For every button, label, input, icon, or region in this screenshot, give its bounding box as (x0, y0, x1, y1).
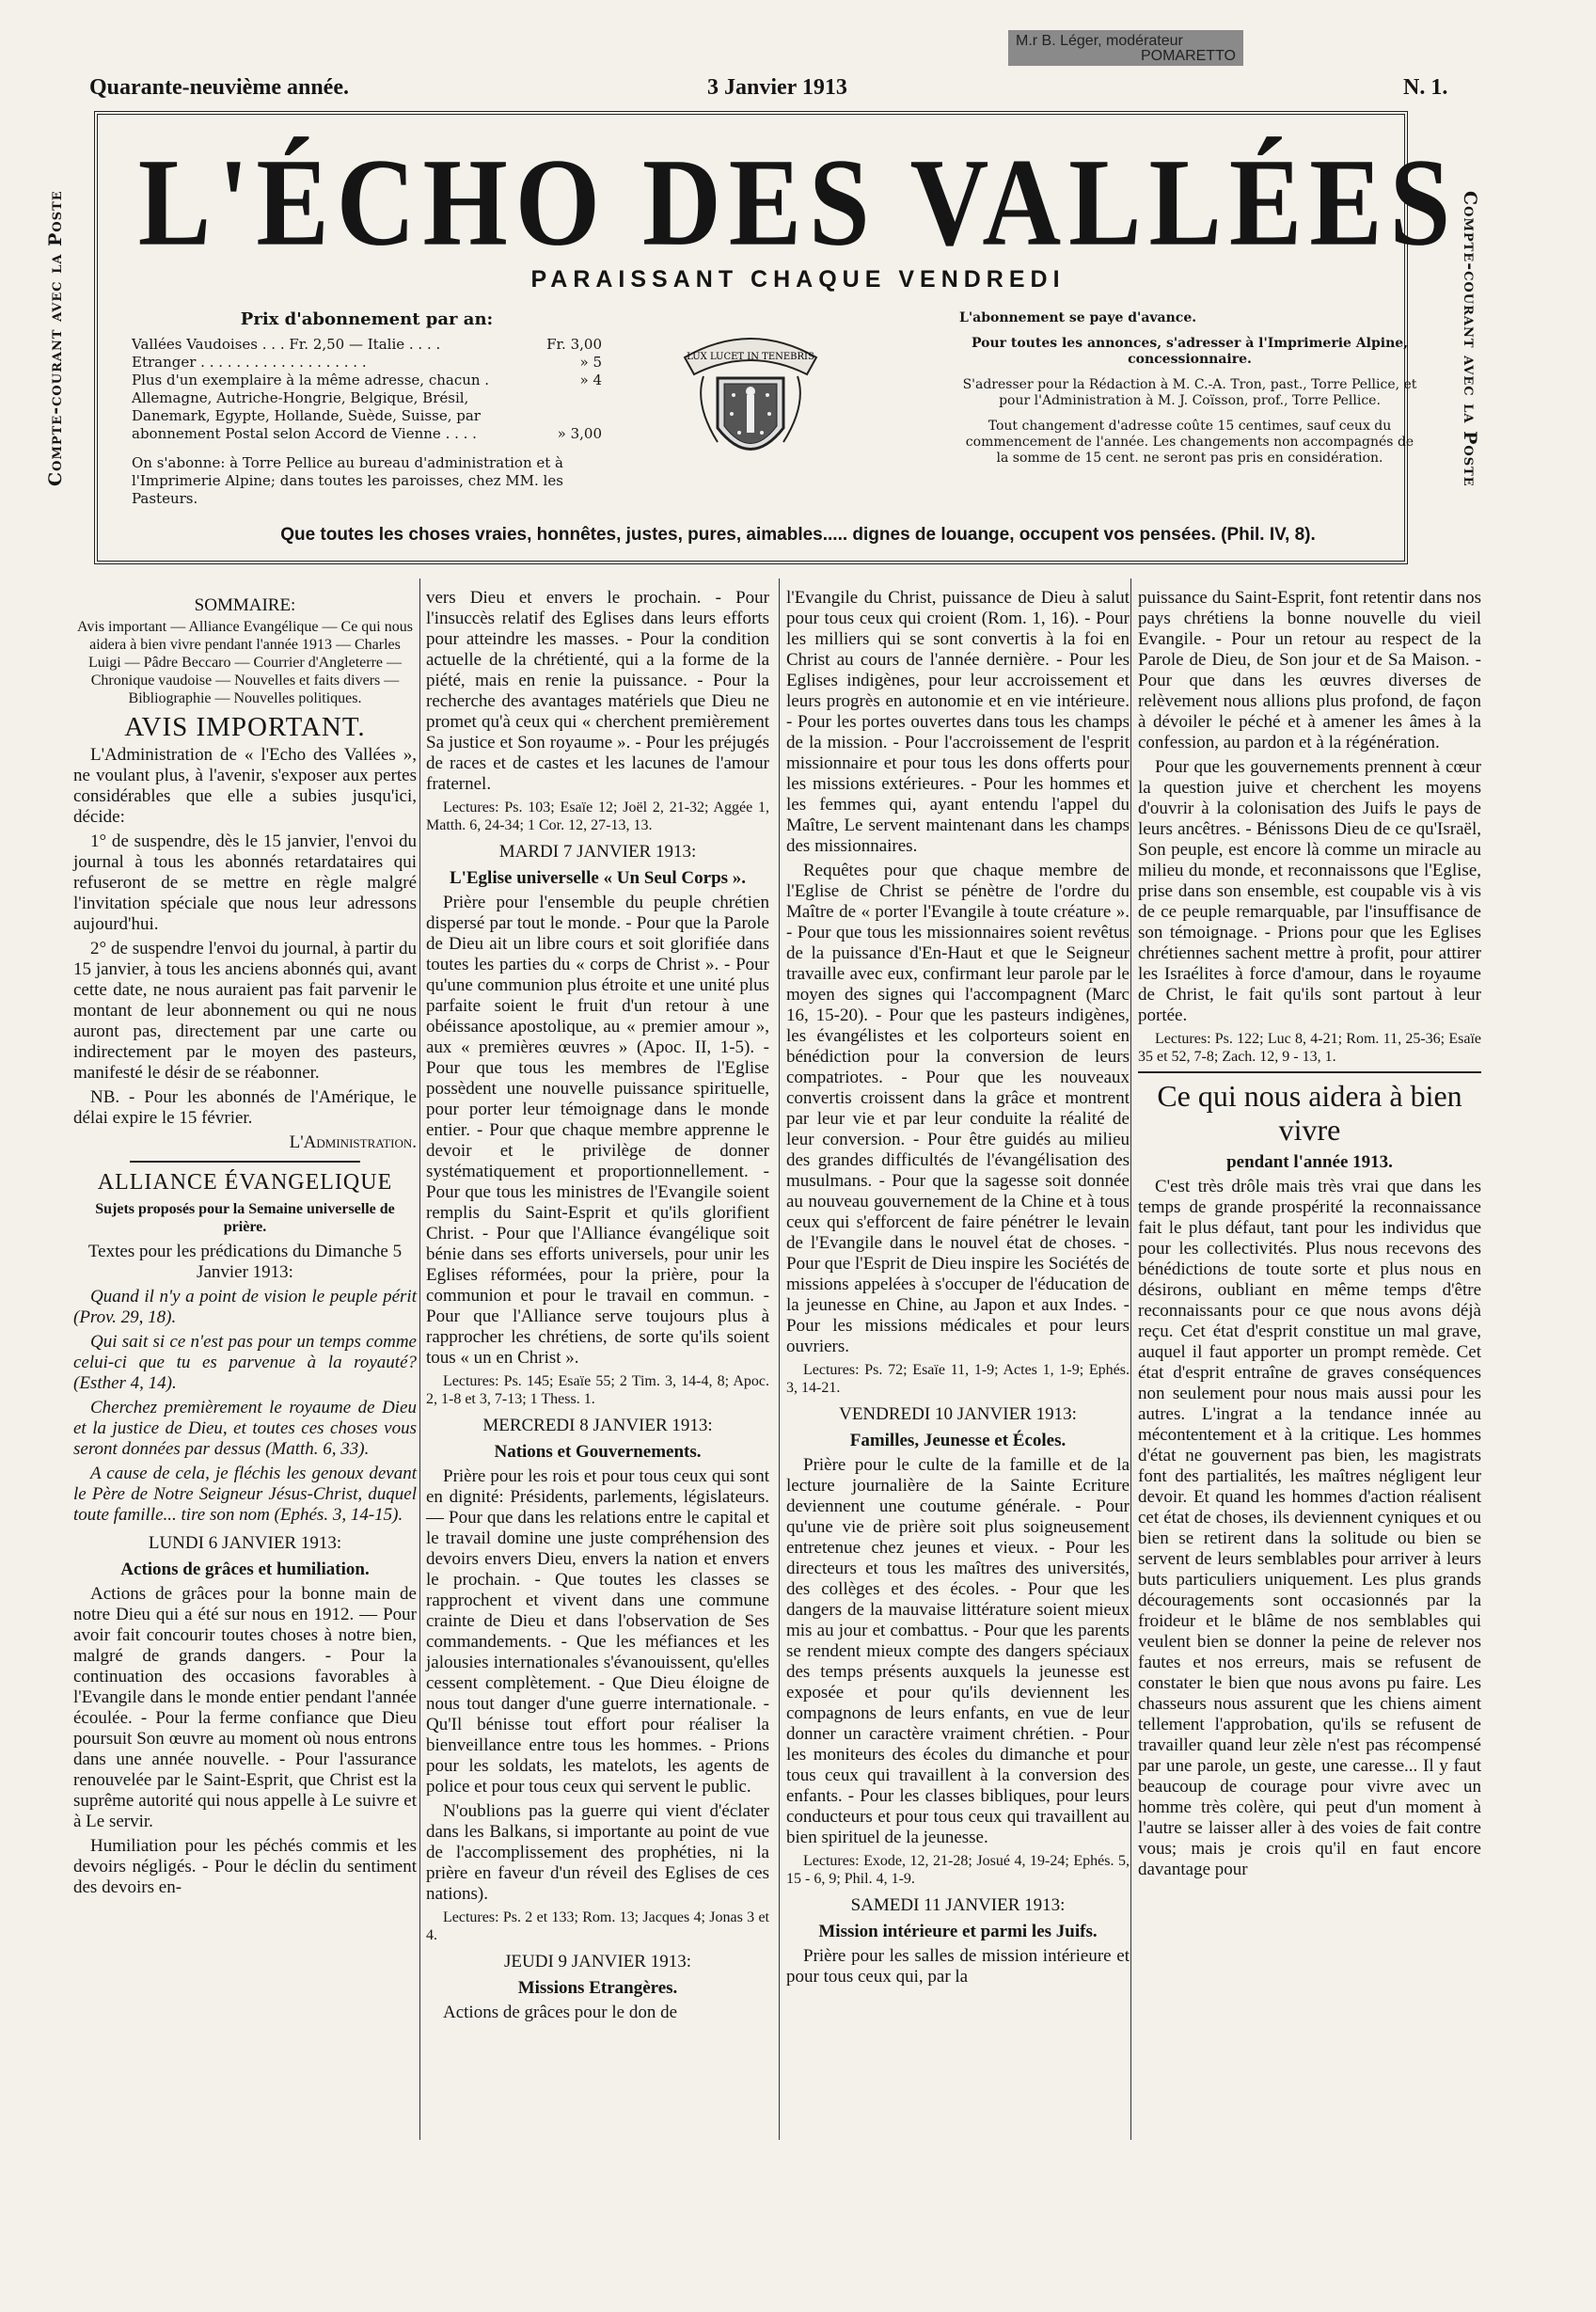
lectures: Lectures: Ps. 2 et 133; Rom. 13; Jacques 4; Jonas 3 et 4. (426, 1909, 769, 1943)
newspaper-motto: Que toutes les choses vraies, honnêtes, justes, pures, aimables..... dignes de louange, occupent vos pensées. (Phil. IV, 8). (280, 525, 1316, 545)
info-line: S'adresser pour la Rédaction à M. C.-A. Tron, past., Torre Pellice, et pour l'Administration à M. J. Coïsson, prof., Torre Pellice. (962, 377, 1417, 408)
lectures: Lectures: Exode, 12, 21-28; Josué 4, 19-24; Ephés. 5, 15 - 6, 9; Phil. 4, 1-9. (786, 1853, 1130, 1887)
lectures: Lectures: Ps. 145; Esaïe 55; 2 Tim. 3, 14-4, 8; Apoc. 2, 1-8 et 3, 7-13; 1 Thess. 1. (426, 1373, 769, 1407)
price-row: Plus d'un exemplaire à la même adresse, chacun . » 4 (132, 372, 602, 388)
stamp-line-1: M.r B. Léger, modérateur (1016, 33, 1183, 49)
column-4 (1138, 588, 1481, 1884)
section-heading: JEUDI 9 JANVIER 1913: (504, 1952, 691, 1972)
section-subheading: Actions de grâces et humiliation. (120, 1560, 370, 1579)
sommaire-heading: SOMMAIRE: (194, 595, 296, 615)
paragraph: vers Dieu et envers le prochain. - Pour l'insuccès relatif des Eglises dans leurs efforts pour atteindre les masses. - Pour la condition actuelle de la chrétienté, qui a la forme de la piété, mais en renie la puissance. - Pour la recherche des avantages matériels que Dieu ne promet qu'à ceux qui « cherchent premièrement Sa justice et Son royaume ». - Pour les préjugés de races et de castes et les lacunes de l'amour fraternel. (426, 588, 769, 794)
paragraph: NB. - Pour les abonnés de l'Amérique, le délai expire le 15 février. (73, 1087, 417, 1128)
lectures: Lectures: Ps. 122; Luc 8, 4-21; Rom. 11, 25-36; Esaïe 35 et 52, 7-8; Zach. 12, 9 - 13, 1. (1138, 1031, 1481, 1065)
column-divider (779, 578, 780, 2140)
paragraph: l'Evangile du Christ, puissance de Dieu à salut pour tous ceux qui croient (Rom. 1, 16). - Pour les milliers qui se sont convertis à la foi en Christ au cours de l'année dernière. - Pour les Eglises indigènes, pour leur accroissement et leurs progrès en autonomie et en vie intérieure. - Pour les portes ouvertes dans tous les champs de la mission. - Pour l'accroissement de l'esprit missionnaire et pour tous les dons offerts pour les missions extérieures. - Pour les hommes et les femmes qui, ayant entendu l'appel du Maître, Le servent maintenant dans les champs des missionnaires. (786, 588, 1130, 856)
subscription-info (959, 310, 1420, 476)
info-line: L'abonnement se paye d'avance. (959, 310, 1197, 325)
column-1 (73, 588, 417, 1902)
textes-heading: Textes pour les prédications du Dimanche 5 Janvier 1913: (87, 1242, 403, 1282)
paragraph: Quand il n'y a point de vision le peuple périt (Prov. 29, 18). (73, 1287, 417, 1327)
prices-note: On s'abonne: à Torre Pellice au bureau d'administration et à l'Imprimerie Alpine; dans toutes les paroisses, chez MM. les Pasteurs. (132, 454, 563, 507)
issue-date: 3 Janvier 1913 (707, 75, 847, 100)
section-heading: LUNDI 6 JANVIER 1913: (148, 1533, 342, 1553)
divider (130, 1161, 360, 1163)
column-2 (426, 588, 769, 2027)
paragraph: N'oublions pas la guerre qui vient d'éclater dans les Balkans, si importante au point de vue de l'accomplissement des prophéties, ni la prière en faveur d'un réveil des Eglises de ces nations). (426, 1801, 769, 1904)
newspaper-subtitle: PARAISSANT CHAQUE VENDREDI (530, 266, 1066, 293)
paragraph: Actions de grâces pour le don de (443, 2003, 678, 2022)
section-heading: MARDI 7 JANVIER 1913: (498, 842, 697, 862)
paragraph: 2° de suspendre l'envoi du journal, à partir du 15 janvier, à tous les anciens abonnés qui, avant cette date, ne nous auraient pas fait parvenir le montant de leur abonnement ou qui ne nous auront pas, directement par une carte ou indirectement par le moyen des pasteurs, manifesté le désir de se réabonner. (73, 939, 417, 1083)
paragraph: Humiliation pour les péchés commis et les devoirs négligés. - Pour le déclin du sentiment des devoirs en- (73, 1836, 417, 1897)
signature: L'Administration. (289, 1132, 417, 1152)
paragraph: Prière pour les salles de mission intérieure et pour tous ceux qui, par la (786, 1946, 1130, 1987)
paragraph: Pour que les gouvernements prennent à cœur la question juive et cherchent les moyens d'ouvrir à la colonisation des Juifs le pays de leurs ancêtres. - Bénissons Dieu de ce qu'Israël, Son peuple, est encore là comme un miracle au milieu du monde, et reconnaissons que l'Eglise, prise dans son ensemble, est coupable vis à vis de ce peuple remarquable, par l'insuffisance de son témoignage. - Prions pour que les Eglises chrétiennes sachent mettre à profit, pour attirer les Israélites à force d'amour, dans le royaume de Christ, le fait qu'ils sont partout à leur portée. (1138, 757, 1481, 1025)
price-row: Vallées Vaudoises . . . Fr. 2,50 — Italie . . . . Fr. 3,00 (132, 336, 602, 353)
paragraph: A cause de cela, je fléchis les genoux devant le Père de Notre Seigneur Jésus-Christ, duquel toute famille... tire son nom (Ephés. 3, 14-15). (73, 1464, 417, 1525)
side-text-right: Compte-courant avec la Poste (1460, 190, 1480, 487)
article-subheading: pendant l'année 1913. (1226, 1152, 1393, 1172)
section-subheading: Missions Etrangères. (517, 1978, 678, 1998)
lectures: Lectures: Ps. 72; Esaïe 11, 1-9; Actes 1, 1-9; Ephés. 3, 14-21. (786, 1362, 1130, 1396)
section-heading: MERCREDI 8 JANVIER 1913: (482, 1416, 713, 1435)
column-divider (1130, 578, 1131, 2140)
paragraph: Prière pour l'ensemble du peuple chrétien dispersé par tout le monde. - Pour que la Parole de Dieu ait un libre cours et soit glorifiée dans toutes les parties du « corps de Christ ». - Pour qu'une communion plus étroite et une unité plus parfaite soient le fruit d'un retour à une obéissance apostolique, au « premier amour », aux « premières œuvres » (Apoc. II, 1-5). - Pour que tous les membres de l'Eglise possèdent une nouvelle puissance spirituelle, pour porter leur témoignage dans le monde entier. - Pour que chaque membre apprenne le devoir et le privilège de donner systématiquement et proportionnellement. - Pour que tous les ministres de l'Evangile soient remplis du Saint-Esprit et qu'ils glorifient Christ. - Pour que l'Alliance évangélique soit bénie dans ses efforts universels, pour unir les Eglises réformées, pour la prière, pour la communion et pour le travail en commun. - Pour que l'Alliance serve toujours plus à rapprocher les chrétiens, de sorte qu'ils soient tous « un en Christ ». (426, 893, 769, 1368)
section-subheading: Familles, Jeunesse et Écoles. (849, 1431, 1067, 1450)
paragraph: Cherchez premièrement le royaume de Dieu et la justice de Dieu, et toutes ces choses vous seront données par dessus (Matth. 6, 33). (73, 1398, 417, 1459)
section-heading: SAMEDI 11 JANVIER 1913: (850, 1895, 1066, 1915)
column-divider (419, 578, 420, 2140)
newspaper-title: L'ÉCHO DES VALLÉES (137, 134, 1459, 273)
article-heading: Ce qui nous aidera à bien vivre (1157, 1079, 1462, 1147)
sommaire-text: Avis important — Alliance Evangélique — Ce qui nous aidera à bien vivre pendant l'année 1913 — Charles Luigi — Pâdre Beccaro — Courrier d'Angleterre — Chronique vaudoise — Nouvelles et faits divers — Bibliographie — Nouvelles politiques. (77, 619, 413, 706)
side-text-left: Compte-courant avec la Poste (45, 190, 66, 487)
paragraph: L'Administration de « l'Echo des Vallées », ne voulant plus, à l'avenir, s'exposer aux pertes considérables que elle a subies jusqu'ici, décide: (73, 745, 417, 827)
prices-heading: Prix d'abonnement par an: (240, 309, 494, 329)
stamp-line-2: POMARETTO (1140, 48, 1236, 64)
price-row: Etranger . . . . . . . . . . . . . . . . . . . » 5 (132, 354, 602, 371)
alliance-subheading: Sujets proposés pour la Semaine universelle de prière. (95, 1201, 395, 1235)
issue-number: N. 1. (1403, 75, 1448, 100)
lectures: Lectures: Ps. 103; Esaïe 12; Joël 2, 21-32; Aggée 1, Matth. 6, 24-34; 1 Cor. 12, 27-13, 13. (426, 800, 769, 833)
section-heading: VENDREDI 10 JANVIER 1913: (839, 1404, 1077, 1424)
paragraph: 1° de suspendre, dès le 15 janvier, l'envoi du journal à tous les abonnés retardataires qui refuseront de se mettre en règle malgré l'invitation spéciale que nous leur adressons aujourd'hui. (73, 831, 417, 934)
price-row: Allemagne, Autriche-Hongrie, Belgique, Brésil, Danemark, Egypte, Hollande, Suède, Suisse, par abonnement Postal selon Accord de Vienne . . . . » 3,00 (132, 389, 602, 442)
paragraph: puissance du Saint-Esprit, font retentir dans nos pays chrétiens la bonne nouvelle du vieil Evangile. - Pour un retour au respect de la Parole de Dieu, de Son jour et de Sa Maison. - Pour que dans les œuvres diverses de relèvement nous allions plus profond, de façon à dévoiler le péché et à amener les âmes à la confession, au pardon et à la régénération. (1138, 588, 1481, 752)
paragraph: Prière pour le culte de la famille et de la lecture journalière de la Sainte Ecriture deviennent une coutume générale. - Pour qu'une vie de prière soit plus soigneusement entretenue chez jeunes et vieux. - Pour les directeurs et tous les maîtres des universités, des collèges et des écoles. - Pour que les dangers de la mauvaise littérature soient mieux mis au jour et combattus. - Pour que les parents se rendent mieux compte des dangers spéciaux des temps présents auxquels la jeunesse est exposée et pour qu'ils deviennent les compagnons de leurs enfants, en vue de leur donner un caractère vraiment chrétien. - Pour les moniteurs des écoles du dimanche et pour tous ceux qui travaillent à la conversion des enfants. - Pour les classes bibliques, pour leurs conducteurs et pour tous ceux qui travaillent au bien spirituel de la jeunesse. (786, 1455, 1130, 1847)
section-subheading: L'Eglise universelle « Un Seul Corps ». (449, 868, 747, 888)
column-3 (786, 588, 1130, 1991)
librarian-stamp (1008, 30, 1243, 66)
alliance-heading: ALLIANCE ÉVANGELIQUE (97, 1170, 393, 1195)
paragraph: Requêtes pour que chaque membre de l'Eglise de Christ se pénètre de l'ordre du Maître de « porter l'Evangile à toute créature ». - Pour que tous les missionnaires soient revêtus de la puissance d'En-Haut et que le Seigneur travaille avec eux, confirmant leur parole par le moyen des signes qui l'accompagnent (Marc 16, 15-20). - Pour que les pasteurs indigènes, les évangélistes et les colporteurs soient en bénédiction pour la conversion de leurs compatriotes. - Pour que les nouveaux convertis croissent dans la grâce et montrent par leur vie et par leur conduite la réalité de leur conversion. - Pour être guidés au milieu des grandes difficultés de l'évangélisation des musulmans. - Pour que la sagesse soit donnée au nouveau gouvernement de la Chine et à tous ceux qui s'efforcent de faire pénétrer le levain de l'Evangile dans le nouvel état de choses. - Pour que l'Esprit de Dieu inspire les Sociétés de missions appelées à s'occuper de l'éducation de la jeunesse en Chine, au Japon et aux Indes. - Pour les missions médicales et pour leurs ouvriers. (786, 861, 1130, 1356)
avis-heading: AVIS IMPORTANT. (124, 712, 366, 742)
divider (1138, 1071, 1481, 1073)
info-line: Pour toutes les annonces, s'adresser à l'Imprimerie Alpine, concessionnaire. (971, 336, 1409, 367)
emblem-icon (666, 320, 835, 480)
subscription-prices (132, 310, 602, 508)
section-subheading: Mission intérieure et parmi les Juifs. (818, 1922, 1098, 1941)
paragraph: C'est très drôle mais très vrai que dans les temps de grande prospérité la reconnaissance fait le plus défaut, tant pour les individus que pour les collectivités. Plus nous recevons des bénédictions de toute sorte et plus nous en désirons, oubliant en même temps d'être reconnaissants pour ce que nous avons déjà reçu. Cet état d'esprit constitue un mal grave, auquel il faut apporter un prompt remède. Cet état d'esprit entraîne de graves conséquences non seulement pour nous mais aussi pour les autres. L'ingrat a la tendance innée au mécontentement et à la critique. Les hommes d'état ne gouvernent pas bien, les magistrats font des partialités, les maîtres négligent leur devoir. Et quand les hommes d'action réalisent cet état de choses, ils deviennent cyniques et ou bien se retirent dans la solitude ou bien se servent de leurs semblables pour arriver à leurs buts particuliers uniquement. Les plus grands découragements sont occasionnés par la froideur et le blâme de nos semblables qui veulent bien se donner la peine de relever nos fautes et nos erreurs, mais se refusent de constater le bien que nous avons pu faire. Les chasseurs nous assurent que les chiens aiment tellement l'approbation, qu'ils se refusent de travailler quand leur zèle n'est pas récompensé par une parole, un geste, une caresse... Il y faut beaucoup de courage pour vivre avec un homme très colère, qui peut d'un moment à l'autre se laisser aller à des voies de fait contre vous; mais je crois qu'il en faut encore davantage pour (1138, 1177, 1481, 1879)
emblem-motto: LUX LUCET IN TENEBRIS (687, 352, 814, 362)
paragraph: Prière pour les rois et pour tous ceux qui sont en dignité: Présidents, parlements, législateurs. — Pour que dans les relations entre le capital et le travail domine une juste compréhension des devoirs envers Dieu, envers la nation et envers le prochain. - Que toutes les classes se rapprochent et vivent dans une commune crainte de Dieu et dans l'observation de Ses commandements. - Que les méfiances et les jalousies internationales s'évanouissent, qu'elles cessent complètement. - Que Dieu éloigne de nous tout danger d'une guerre internationale. - Qu'Il bénisse tout effort pour réaliser la bienveillance entre tous les hommes. - Prions pour les soldats, les matelots, les agents de police et pour tous ceux qui servent le public. (426, 1466, 769, 1797)
year-label: Quarante-neuvième année. (89, 75, 349, 100)
info-line: Tout changement d'adresse coûte 15 centimes, sauf ceux du commencement de l'année. Les changements non accompagnés de la somme de 15 cent. ne seront pas pris en considération. (965, 419, 1414, 466)
paragraph: Actions de grâces pour la bonne main de notre Dieu qui a été sur nous en 1912. — Pour avoir fait concourir toutes choses à notre bien, malgré de grands dangers. - Pour la continuation des occasions favorables à l'Evangile dans le monde entier pendant l'année écoulée. - Pour la ferme confiance que Dieu poursuit Son œuvre au moment où nous entrons dans une année nouvelle. - Pour l'assurance renouvelée par le Saint-Esprit, que Christ est la suprême autorité qui nous appelle à Le suivre et à Le servir. (73, 1584, 417, 1831)
section-subheading: Nations et Gouvernements. (494, 1442, 702, 1462)
header-line (0, 75, 1596, 103)
paragraph: Qui sait si ce n'est pas pour un temps comme celui-ci que tu es parvenue à la royauté? (Esther 4, 14). (73, 1332, 417, 1393)
